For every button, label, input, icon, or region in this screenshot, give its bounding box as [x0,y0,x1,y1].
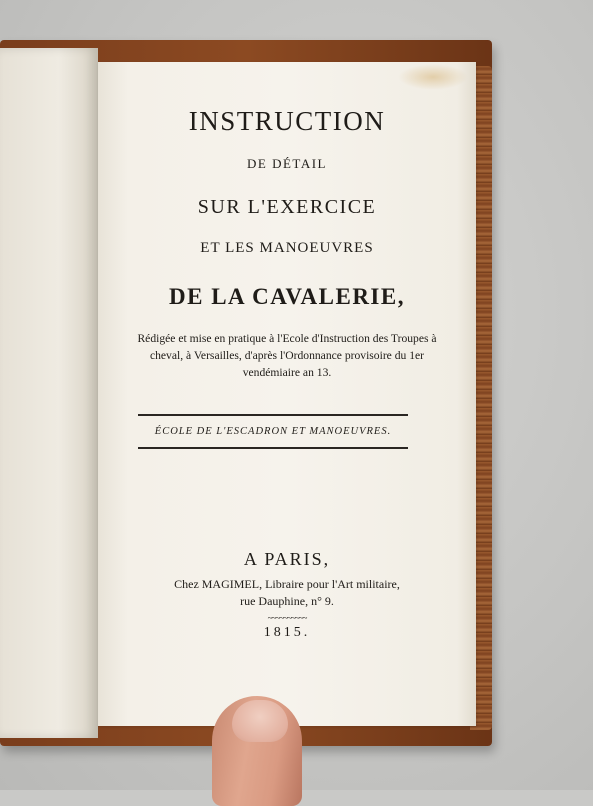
foxing-stain [398,64,468,90]
ornament-rule: ~~~~~~~~~~ [267,613,307,623]
description: Rédigée et mise en pratique à l'Ecole d'Instruction des Troupes à cheval, à Versailles, d'après l'Ordonnance provisoire du 1er vendémiaire an 13. [137,332,437,379]
title-line-1: INSTRUCTION [188,106,386,136]
title-line-3: SUR L'EXERCICE [197,196,377,218]
publisher-line-2: rue Dauphine, n° 9. [240,594,334,608]
left-page [0,48,98,738]
rule-bottom [138,447,408,449]
imprint-year: 1815. [263,625,311,640]
fingernail [232,700,288,742]
title-line-5: DE LA CAVALERIE, [169,284,405,309]
imprint-city: A PARIS, [243,549,331,569]
rule-top [138,414,408,416]
title-line-4: ET LES MANOEUVRES [200,240,374,256]
publisher-line-1: Chez MAGIMEL, Libraire pour l'Art militaire, [174,577,400,591]
title-line-2: DE DÉTAIL [247,156,327,171]
title-page [98,62,476,726]
school-line: ÉCOLE DE L'ESCADRON ET MANOEUVRES. [154,426,392,437]
